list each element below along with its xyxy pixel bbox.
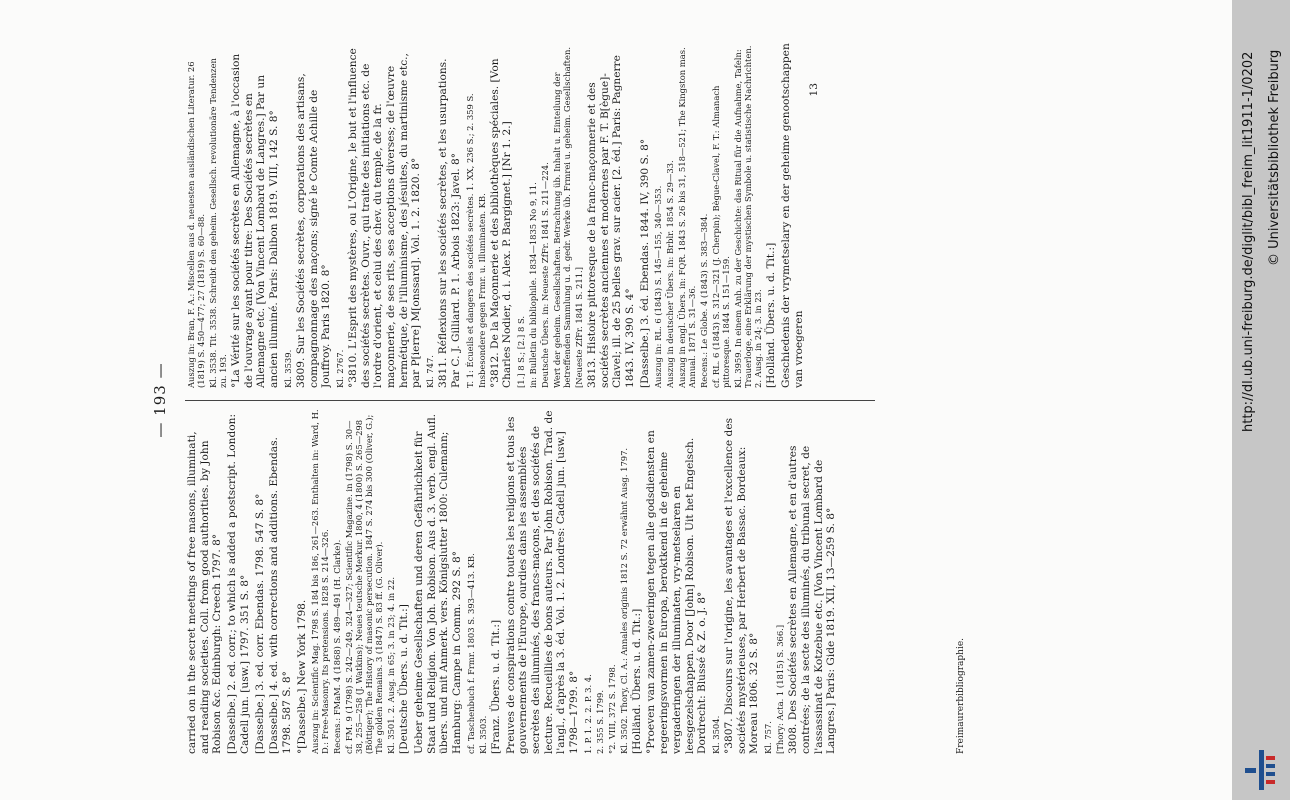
- note: Auszug in: Scientific Mag. 1798 S. 184 bis 186, 261—263. Enthalten in: Ward, H. D.: Free-Masonry. Its pretensions. 1828 S. 214—326.: [310, 409, 331, 754]
- note: Auszug in: RL. 6 (1843) S. 145—155, 340—353.: [653, 185, 664, 388]
- entry: °3812. De la Maçonnerie et des bibliothèques spéciales. [Von Charles Nodier, d. i. Alex. P. Bargignet.] [Nr 1. 2.]: [488, 58, 514, 388]
- entry: °La Vérité sur les sociétés secrètes en Allemagne, à l'occasion de l'ouvrage ayant pour titre: Des Sociétés secrètes en Allemagne etc. [Von Vincent Lombard de Langres.] Par un ancien illuminé. Paris: Dalibon 1819. VIII, 142 S. 8°: [230, 53, 281, 388]
- copyright-notice: © Universitätsbibliothek Freiburg: [1267, 49, 1282, 266]
- entry: 3811. Réflexions sur les sociétés secrètes, et les usurpations. Par C. J. Gilliard. P. 1. Arbois 1823: Javel. 8°: [437, 58, 462, 388]
- entry: [Deutsche Übers. u. d. Tit.:]: [398, 604, 411, 754]
- note: Kl. 3502. Thory, Cl. A.: Annales originis 1812 S. 72 erwähnt Ausg. 1797.: [618, 447, 629, 754]
- page-number: — 193 —: [151, 362, 169, 438]
- note: 2. 355 S. 1799.: [594, 689, 605, 754]
- note: Recens.: FMaM. 4 (1868) S. 489—491 (H. Clarke).: [332, 539, 343, 754]
- document-url[interactable]: http://dl.ub.uni-freiburg.de/diglit/bibl_freim_lit1911-1/0202: [1241, 51, 1256, 432]
- note: 1. P. 1. 2. 2. P. 3. 4.: [582, 674, 593, 754]
- entry: °3807. Discours sur l'origine, les avantages et l'excellence des sociétés mystérieuses, par Herbert de Bassac. Bordeaux: Moreau 1806. 32 S. 8°: [722, 417, 761, 754]
- entry: 3808. Des Sociétés secrètes en Allemagne, et en d'autres contrées; de la secte des illuminés, du tribunal secret, de l'assassinat de Kotzebue etc. [Von Vincent Lombard de Langres.] Paris: Gide 1819. XII, 13—259 S. 8°: [787, 445, 838, 754]
- left-column: [186, 409, 1066, 754]
- entry: °3810. L'Esprit des mystères, ou L'Origine, le but et l'influence des sociétés secrètes. Ouvr., qui traite des initiations etc. de l'ordre d'orient, et celui des chev. du temple, de la fr. maçonnerie, de ses rits, ses acceptions diverses; de l'œuvre hermétique, de l'illuminisme, des jésuites, du martinisme etc., par P[ierre] M[onssard]. Vol. 1. 2. 1820. 8°: [346, 48, 423, 388]
- note: [Neueste ZfFr. 1841 S. 211.]: [573, 267, 584, 388]
- note: Kl. 2767.: [334, 349, 345, 388]
- note: [1.] 8 S.; [2.] 8 S.: [515, 315, 526, 388]
- entry: 3813. Histoire pittoresque de la franc-maçonnerie et des sociétés secrètes anciennes et modernes par F. T. B[ègue]-Clavel; ill. de 25 belles grav. sur acier. [2. éd.] Paris: Pagnerre 1843. IV, 390 S. 4°: [585, 55, 637, 388]
- entry: 3809. Sur les Sociétés secrètes, corporations des artisans, compagnonnage des maçons; signé le Comte Achille de Jouffroy. Paris 1820. 8°: [294, 73, 333, 388]
- note: Recens.: Le Globe. 4 (1843) S. 383—384.: [699, 213, 710, 388]
- note: cf. FM. 9 (1798) S. 242—249, 324—327; Scientific Magazine. in (1798) S. 30—38, 255—258 (J. Watkins); Neues teutsche Merkur. 1800, 4 (1800) S. 265—298 (Böttiger); The History of masonic persecution. 1847 S. 274 bis 300 (Oliver, G.); The golden Remains. 3 (1847) S. 83 ff. (G. Oliver).: [344, 414, 385, 754]
- note: Kl. 747.: [425, 355, 436, 388]
- note: Kl. 3501. 2. Ausg. in 65; 3. in 23; 4. in 22.: [386, 576, 397, 754]
- entry: [Dasselbe.] 2. ed. corr.; to which is added a postscript. London: Cadell jun. [usw.] 1797. 351 S. 8°: [226, 413, 251, 754]
- entry: [Holländ. Übers. u. d. Tit.:]: [765, 242, 778, 388]
- note: Kl. 757.: [763, 721, 774, 754]
- entry: °[Dasselbe.] New York 1798.: [295, 599, 308, 754]
- entry: Preuves de conspirations contre toutes les religions et tous les gouvernements de l'Europe, ourdies dans les assemblées secrètes des illuminés, des francs-maçons, et des sociétés de lecture. Recueillies de bons auteurs. Par John Robison. Trad. de l'angl., d'après la 3. éd. Vol. 1. 2. Londres: Cadell jun. [usw.] 1798—1799. 8°: [504, 410, 581, 754]
- note: Kl. 3504.: [710, 715, 721, 754]
- note: cf. Taschenbuch f. Frmr. 1803 S. 393—413. KB.: [465, 553, 476, 754]
- entry: Geschiedenis der vrymetselary en der geheime genootschappen van vroegeren: [780, 43, 805, 388]
- note: Insbesondere gegen Frmr. u. Illuminaten. KB.: [476, 193, 487, 388]
- note: in: Bulletin du bibliophile. 1834—1835 No 9, 11.: [527, 182, 538, 388]
- signature-mark: 13: [807, 83, 820, 97]
- note: Kl. 3503.: [477, 715, 488, 754]
- entry: [Franz. Übers. u. d. Tit.:]: [489, 619, 502, 754]
- note: Kl. 3539.: [282, 349, 293, 388]
- page-footer: Freimaurerbibliographie.: [956, 637, 966, 754]
- rotated-page-content: [141, 40, 1091, 760]
- note: Kl. 3538. Tit. 3538. Schreibt den geheim. Gesellsch. revolutionäre Tendenzen zu. 193.: [208, 58, 228, 388]
- note: T. 1: Écueils et dangers des sociétés secrètes. 1. XX, 236 S.; 2. 359 S.: [464, 93, 475, 388]
- library-logo-icon: [1242, 748, 1278, 792]
- entry: Ueber geheime Gesellschaften und deren Gefährlichkeit für Staat und Religion. Von Joh. Robison. Aus d. 3. verb. engl. Aufl. übers. und mit Anmerk. vers. Königslutter 1800: Culemann; Hamburg: Campe in Comm. 292 S. 8°: [413, 413, 464, 754]
- note: Wert der geheim. Gesellschaften. Betrachtung üb. Inhalt u. Einteilung der betreffenden Sammlung u. d. gedr. Werke üb. Frmrei u. geheim. Gesellschaften.: [551, 46, 572, 388]
- page-header: [141, 40, 181, 760]
- entry: °Proeven van zamen-zweeringen tegen alle godsdiensten en regeeringsvormen in Europa, beroktkend in de geheime vergaderingen der illuminaten, vry-metselaren en leesgezelschappen. Door [John] Robison. Uit het Engelsch. Dordrecht: Blussé & Z. o. J. 8°: [645, 430, 709, 754]
- entry: [Dasselbe.] 3. éd. Ebendas. 1844. IV, 390 S. 8°: [638, 138, 651, 388]
- note: °2. VIII, 372 S. 1798.: [606, 664, 617, 754]
- entry: [Dasselbe.] 3. ed. corr. Ebendas. 1798. 547 S. 8°: [253, 493, 266, 754]
- note: Kl. 3959. In einem Anh. zu der Geschichte: das Ritual für die Aufnahme, Tafeln: Trauerloge, eine Erklärung der mystischen Symbole u. statistische Nachrichten. 2. Ausg. in 24; 3. in 23.: [733, 45, 764, 388]
- right-column: [186, 43, 1066, 388]
- note: Deutsche Übers. in: Neueste ZfFr. 1841 S. 211—224.: [539, 162, 550, 388]
- note: Auszug in: Bran, F. A.: Miscellen aus d. neuesten ausländischen Literatur. 26 (1819) S. 450—477; 27 (1819) S. 60—88.: [186, 61, 206, 388]
- entry: [Dasselbe.] 4. ed. with corrections and additions. Ebendas. 1798. 587 S. 8°: [268, 437, 293, 754]
- entry: [Holländ. Übers. u. d. Tit.:]: [630, 608, 643, 754]
- column-divider: [185, 400, 875, 401]
- note: Auszug in deutscher Übers. in: Brblr. 1854 S. 29—33.: [665, 160, 676, 388]
- entry: carried on in the secret meetings of free masons, illuminati, and reading societies. Coll. from good authorities. by John Robison &c. Edinburgh: Creech 1797. 8°: [186, 431, 224, 754]
- note: Auszug in engl. Übers. in: FQR. 1843 S. 26 bis 31, 518—521; The Kingston mas. Annual. 1871 S. 31—36.: [677, 47, 698, 388]
- note: cf. RL. 6 (1843) S. 312—321 (J. Cherpin); Bègue-Clavel, F. T.: Almanach pittoresque. 1844 S. 151—159.: [711, 85, 732, 388]
- note: [Thory: Acta. 1 (1815) S. 366.]: [775, 624, 786, 754]
